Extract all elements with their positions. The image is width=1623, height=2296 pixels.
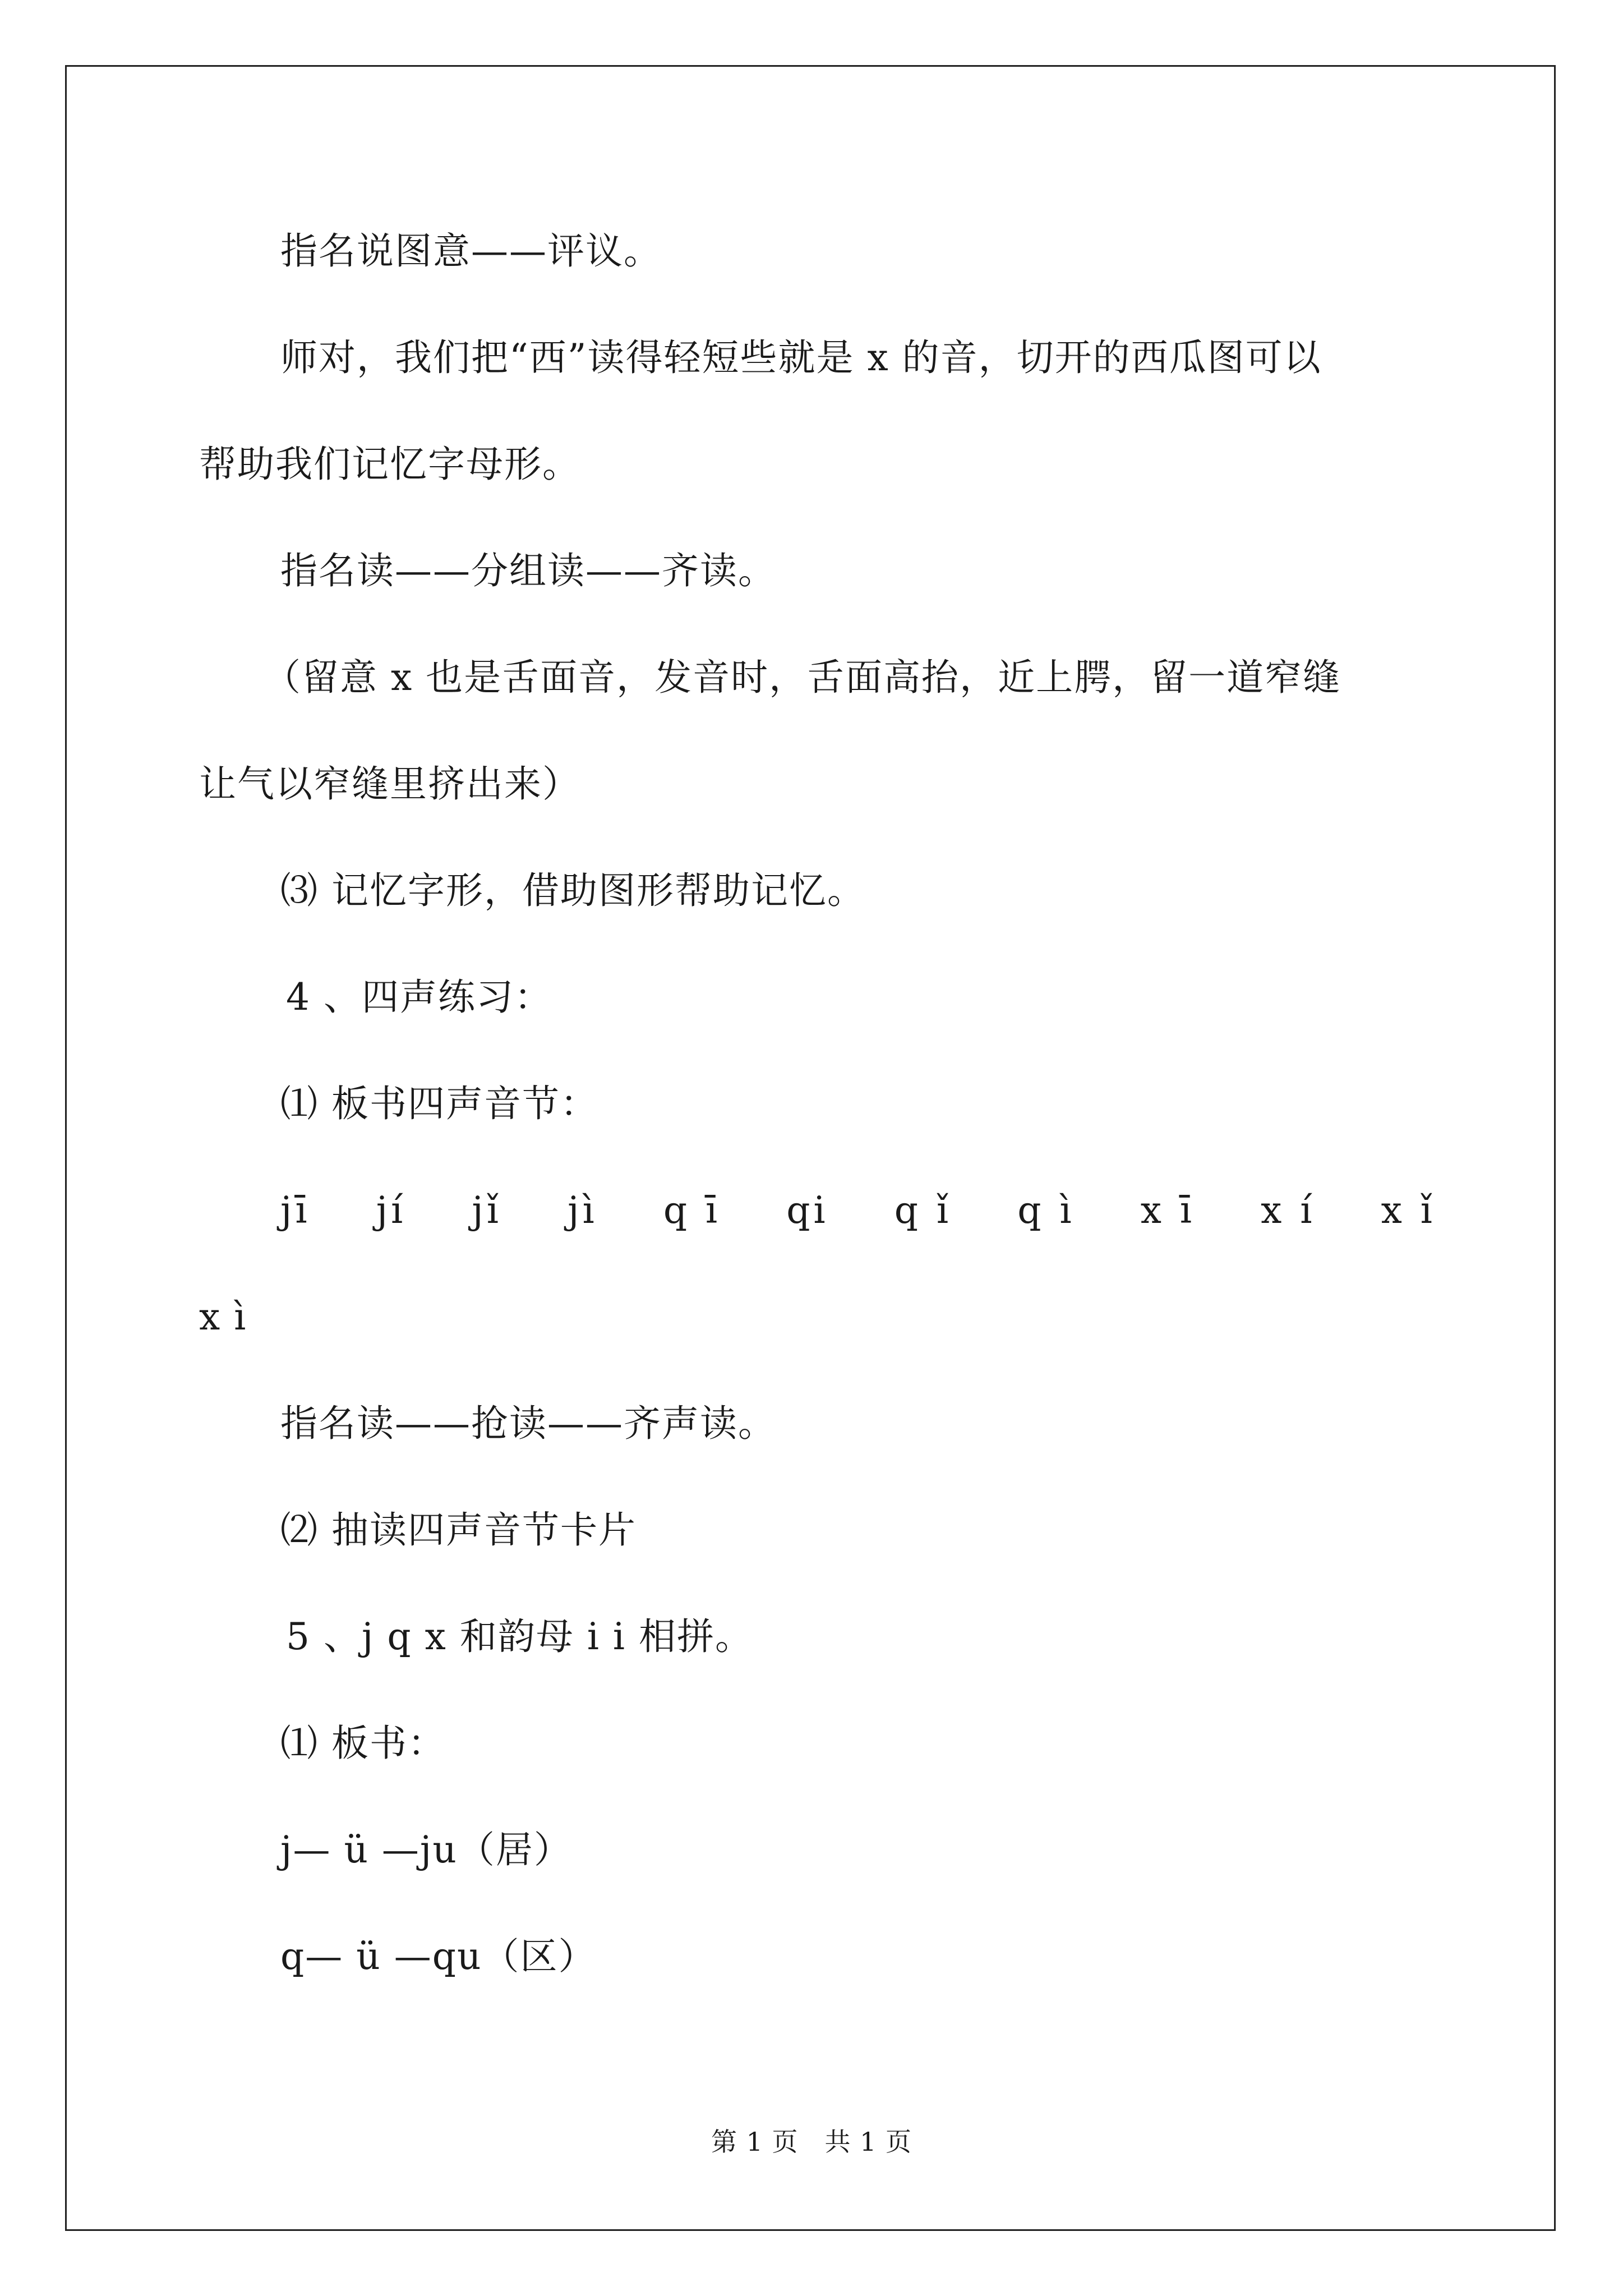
pinyin-syllable: q ī [663,1189,721,1232]
pinyin-syllable: jí [376,1189,407,1232]
heading-four-tones-practice: 4 、四声练习： [286,976,552,1019]
pinyin-syllable: q ǐ [894,1189,952,1232]
paragraph-card-reading: ⑵ 抽读四声音节卡片 [280,1508,637,1552]
paragraph-memorize-shape: ⑶ 记忆字形，借助图形帮助记忆。 [280,869,865,912]
paragraph-teacher-explains-x-cont: 帮助我们记忆字母形。 [199,443,580,486]
pinyin-syllable: jì [568,1189,598,1232]
pinyin-syllable: qi [786,1189,829,1232]
paragraph-teacher-explains-x: 师对，我们把“西”读得轻短些就是 x 的音，切开的西瓜图可以 [280,336,1322,379]
paragraph-pronunciation-note-cont: 让气以窄缝里挤出来） [199,762,580,806]
paragraph-describe-picture: 指名说图意——评议。 [280,229,662,273]
pinyin-syllable: jǐ [472,1189,502,1232]
pinyin-syllable-wrapped: x ì [199,1295,247,1338]
page-footer: 第 1 页 共 1 页 [711,2127,912,2157]
pinyin-syllable-row [280,1189,1436,1232]
pinyin-syllable: x í [1261,1189,1316,1232]
page-border [65,65,1556,2231]
paragraph-board-syllables: ⑴ 板书四声音节： [280,1082,598,1125]
paragraph-pronunciation-note: （留意 x 也是舌面音，发音时，舌面高抬，近上腭，留一道窄缝 [264,656,1341,699]
paragraph-syllable-qu: q— ü —qu（区） [280,1935,597,1978]
pinyin-syllable: x ī [1140,1189,1196,1232]
pinyin-syllable: x ǐ [1381,1189,1436,1232]
pinyin-syllable: q ì [1017,1189,1075,1232]
paragraph-syllable-ju: j— ü —ju（居） [280,1828,572,1871]
pinyin-syllable: jī [280,1189,311,1232]
paragraph-board-writing: ⑴ 板书： [280,1722,446,1765]
heading-jqx-combine: 5 、j q x 和韵母 i i 相拼。 [286,1615,753,1658]
paragraph-reading-order-2: 指名读——抢读——齐声读。 [280,1402,776,1445]
paragraph-reading-order: 指名读——分组读——齐读。 [280,549,776,592]
